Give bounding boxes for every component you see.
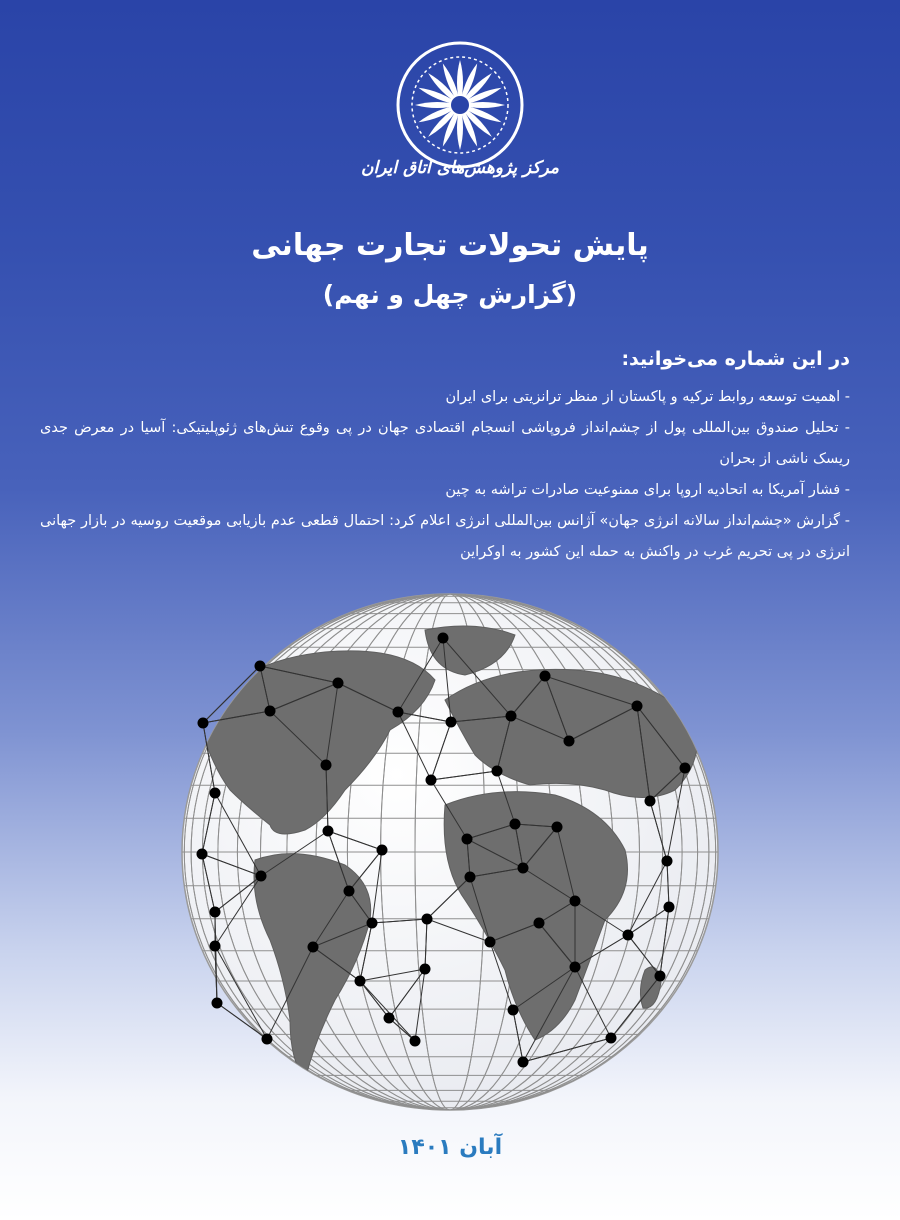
- network-node: [426, 775, 437, 786]
- contents-heading: در این شماره می‌خوانید:: [621, 348, 850, 370]
- network-node: [655, 971, 666, 982]
- contents-item: - تحلیل صندوق بین‌المللی پول از چشم‌انداز فروپاشی انسجام اقتصادی جهان در پی وقوع تنش‌های ژئوپلیتیکی: آسیا در معرض جدی ریسک ناشی از بحران: [40, 420, 850, 467]
- page-title: پایش تحولات تجارت جهانی: [251, 228, 649, 263]
- page-subtitle: (گزارش چهل و نهم): [322, 280, 578, 309]
- network-node: [510, 819, 521, 830]
- contents-list: [40, 382, 850, 568]
- network-node: [265, 706, 276, 717]
- chamber-logo-icon: [370, 10, 550, 210]
- network-node: [552, 822, 563, 833]
- network-node: [393, 707, 404, 718]
- contents-section: [40, 348, 850, 568]
- network-node: [210, 941, 221, 952]
- network-node: [197, 849, 208, 860]
- network-node: [377, 845, 388, 856]
- network-node: [534, 918, 545, 929]
- network-node: [540, 671, 551, 682]
- network-node: [492, 766, 503, 777]
- network-node: [384, 1013, 395, 1024]
- network-node: [508, 1005, 519, 1016]
- issue-date: آبان ۱۴۰۱: [397, 1135, 503, 1160]
- network-node: [323, 826, 334, 837]
- network-node: [680, 763, 691, 774]
- network-node: [632, 701, 643, 712]
- network-node: [662, 856, 673, 867]
- network-node: [262, 1034, 273, 1045]
- network-node: [210, 788, 221, 799]
- network-node: [446, 717, 457, 728]
- contents-item: - گزارش «چشم‌انداز سالانه انرژی جهان» آژانس بین‌المللی انرژی اعلام کرد: احتمال قطعی عدم بازیابی موقعیت روسیه در بازار جهانی انرژی در پی تحریم غرب در واکنش به حمله این کشور به اوکراین: [40, 513, 850, 560]
- network-node: [308, 942, 319, 953]
- network-node: [422, 914, 433, 925]
- logo-caption: مرکز پژوهش‌های اتاق ایران: [361, 158, 559, 178]
- network-globe-icon: [175, 590, 725, 1115]
- network-node: [198, 718, 209, 729]
- network-node: [664, 902, 675, 913]
- network-node: [570, 962, 581, 973]
- network-node: [506, 711, 517, 722]
- network-node: [256, 871, 267, 882]
- network-node: [462, 834, 473, 845]
- network-node: [518, 863, 529, 874]
- network-node: [410, 1036, 421, 1047]
- network-node: [606, 1033, 617, 1044]
- network-node: [564, 736, 575, 747]
- contents-item: - فشار آمریکا به اتحادیه اروپا برای ممنوعیت صادرات تراشه به چین: [445, 482, 850, 498]
- network-node: [570, 896, 581, 907]
- network-node: [344, 886, 355, 897]
- network-node: [321, 760, 332, 771]
- network-node: [645, 796, 656, 807]
- network-node: [333, 678, 344, 689]
- network-node: [420, 964, 431, 975]
- network-node: [210, 907, 221, 918]
- network-node: [623, 930, 634, 941]
- network-node: [518, 1057, 529, 1068]
- network-node: [485, 937, 496, 948]
- network-node: [212, 998, 223, 1009]
- contents-item: - اهمیت توسعه روابط ترکیه و پاکستان از منظر ترانزیتی برای ایران: [445, 389, 850, 405]
- network-node: [255, 661, 266, 672]
- network-node: [355, 976, 366, 987]
- network-node: [438, 633, 449, 644]
- network-node: [367, 918, 378, 929]
- network-node: [465, 872, 476, 883]
